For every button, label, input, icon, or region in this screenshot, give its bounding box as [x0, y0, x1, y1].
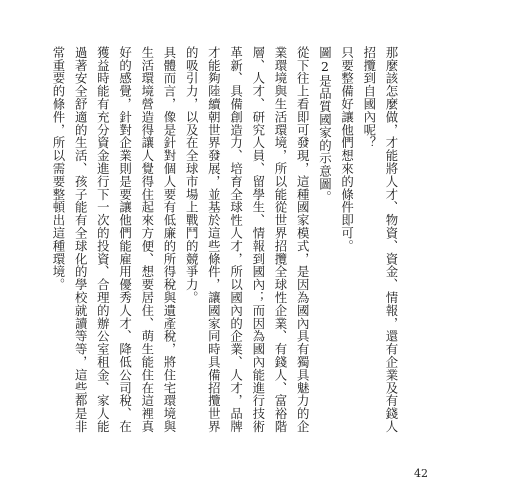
paragraph-2: 只要整備好讓他們想來的條件即可。 — [339, 46, 355, 253]
paragraph-1: 那麼該怎麼做，才能將人才、物資、資金、情報，還有企業及有錢人招攬到自國內呢？ — [361, 46, 399, 433]
paragraph-5: 具體而言，像是針對個人要有低廉的所得稅與遺產稅，將住宅環境與生活環境營造得讓人覺得住起來方便、想要居住、萌生能住在這裡真好的感覺，針對企業則是要讓他們能雇用優秀人才、降低公司稅、在獲益時能有充分資金進行下一次的投資、合理的辦公室租金、家人能過著安全舒適的生活、孩子能有全球化的學校就讀等等，這些都是非常重要的條件，所以需要整頓出這種環境。 — [50, 46, 177, 433]
body-text — [47, 46, 402, 438]
paragraph-4: 從下往上看即可發現，這種國家模式，是因為國內具有獨具魅力的企業環境與生活環境，所以能從世界招攬全球性企業、有錢人、富裕階層、人才、研究人員、留學生、情報到國內；而因為國內能進行技術革新、具備創造力、培育全球性人才，所以國內的企業、人才，品牌才能夠陸續朝世界發展，並基於這些條件，讓國家同時具備招攬世界的吸引力，以及在全球市場上戰鬥的競爭力。 — [184, 46, 311, 433]
page-number: 42 — [414, 467, 428, 480]
paragraph-3: 圖2是品質國家的示意圖。 — [317, 46, 333, 204]
